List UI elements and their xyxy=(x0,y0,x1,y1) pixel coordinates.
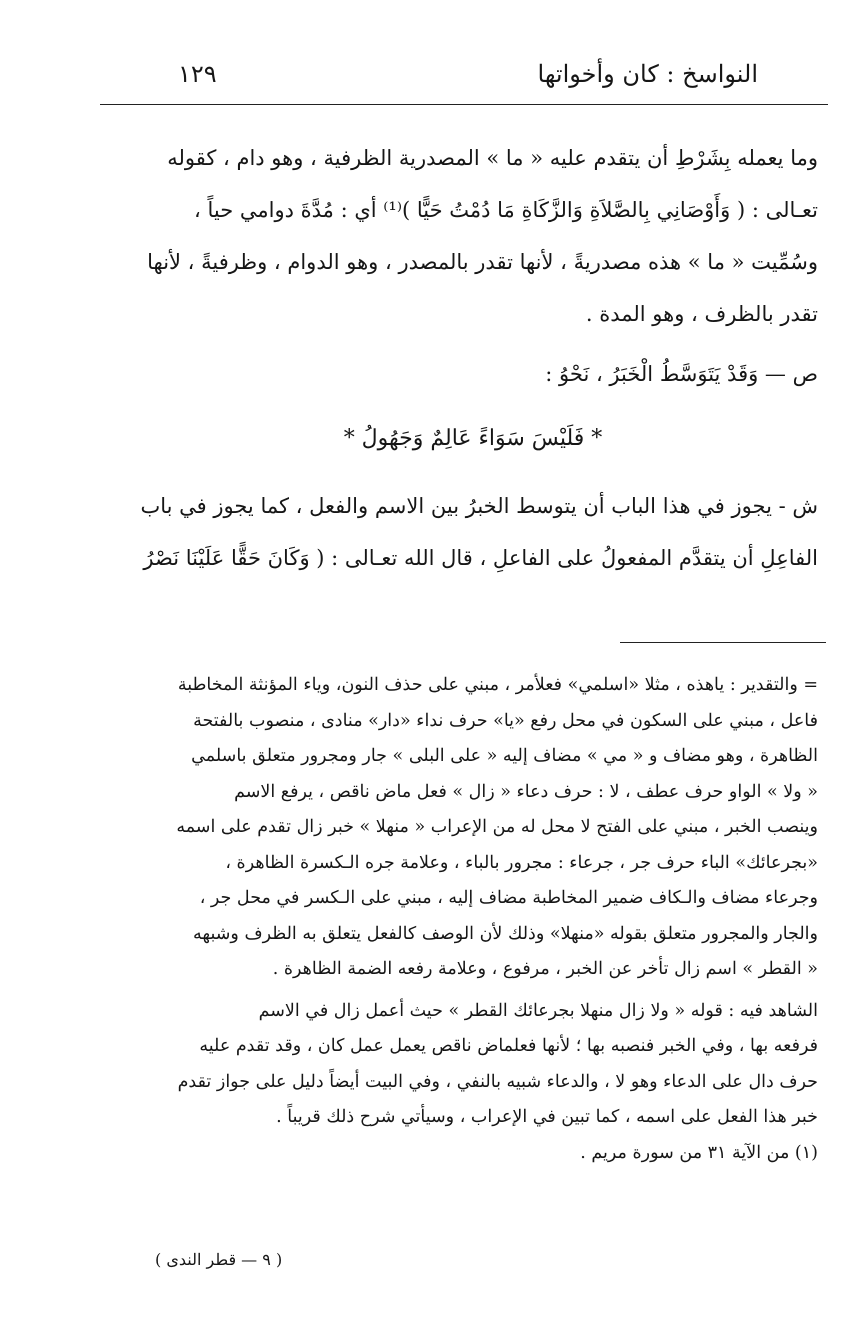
text-line: تعـالى : ( وَأَوْصَانِي بِالصَّلاَةِ وَالزَّكَاةِ مَا دُمْتُ حَيًّا )⁽¹⁾ أي : مُدَّةَ دوامي حياً ، xyxy=(194,198,818,222)
footnote-line: فرفعه بها ، وفي الخبر فنصبه بها ؛ لأنها فعلماض ناقص يعمل عمل كان ، وقد تقدم عليه xyxy=(199,1036,818,1056)
footnote-line: = والتقدير : ياهذه ، مثلا «اسلمي» فعلأمر ، مبني على حذف النون، وياء المؤنثة المخاطبة xyxy=(177,675,818,695)
footnote-line: «بجرعائك» الباء حرف جر ، جرعاء : مجرور بالباء ، وعلامة جره الـكسرة الظاهرة ، xyxy=(225,852,818,873)
printer-signature: ( ٩ — قطر الندى ) xyxy=(155,1250,283,1269)
footnote-line: الظاهرة ، وهو مضاف و « مي » مضاف إليه « على البلى » جار ومجرور متعلق باسلمي xyxy=(191,746,818,766)
footnote-line: وينصب الخبر ، مبني على الفتح لا محل له من الإعراب « منهلا » خبر زال تقدم على اسمه xyxy=(176,817,818,837)
footnote-line: الشاهد فيه : قوله « ولا زال منهلا بجرعائك القطر » حيث أعمل زال في الاسم xyxy=(258,1000,818,1021)
text-line: الفاعِلِ أن يتقدَّم المفعولُ على الفاعلِ ، قال الله تعـالى : ( وَكَانَ حَقًّا عَلَيْنَا نَصْرُ xyxy=(143,546,818,570)
footnote-line: فاعل ، مبني على السكون في محل رفع «يا» حرف نداء «دار» منادى ، منصوب بالفتحة xyxy=(193,710,818,731)
footnote-line: (١) من الآية ٣١ من سورة مريم . xyxy=(580,1142,818,1163)
footnotes xyxy=(128,668,818,1171)
header-rule xyxy=(100,104,828,105)
chapter-title: النواسخ : كان وأخواتها xyxy=(537,60,758,88)
poetry-verse: * فَلَيْسَ سَوَاءً عَالِمٌ وَجَهُولُ * xyxy=(343,426,603,451)
footnote-separator xyxy=(620,642,826,643)
page-number: ١٢٩ xyxy=(178,60,217,88)
text-line: وما يعمله بِشَرْطِ أن يتقدم عليه « ما » المصدرية الظرفية ، وهو دام ، كقوله xyxy=(167,146,818,170)
footnote-line: والجار والمجرور متعلق بقوله «منهلا» وذلك لأن الوصف كالفعل يتعلق به الظرف وشبهه xyxy=(193,923,818,944)
text-line: وسُمِّيت « ما » هذه مصدريةً ، لأنها تقدر بالمصدر ، وهو الدوام ، وظرفيةً ، لأنها xyxy=(147,250,818,274)
footnote-line: « ولا » الواو حرف عطف ، لا : حرف دعاء « زال » فعل ماض ناقص ، يرفع الاسم xyxy=(234,781,818,802)
main-text xyxy=(128,132,818,584)
matn-line: ص — وَقَدْ يَتَوَسَّطُ الْخَبَرُ ، نَحْوُ : xyxy=(545,362,818,386)
running-header xyxy=(100,56,828,96)
footnote-line: حرف دال على الدعاء وهو لا ، والدعاء شبيه بالنفي ، وفي البيت أيضاً دليل على جواز تقدم xyxy=(177,1071,818,1092)
footnote-line: خبر هذا الفعل على اسمه ، كما تبين في الإعراب ، وسيأتي شرح ذلك قريباً . xyxy=(276,1107,818,1127)
text-line: ش - يجوز في هذا الباب أن يتوسط الخبرُ بين الاسم والفعل ، كما يجوز في باب xyxy=(140,494,818,518)
footnote-line: وجرعاء مضاف والـكاف ضمير المخاطبة مضاف إليه ، مبني على الـكسر في محل جر ، xyxy=(199,888,818,908)
text-line: تقدر بالظرف ، وهو المدة . xyxy=(585,302,818,326)
footnote-line: « القطر » اسم زال تأخر عن الخبر ، مرفوع ، وعلامة رفعه الضمة الظاهرة . xyxy=(272,959,818,979)
